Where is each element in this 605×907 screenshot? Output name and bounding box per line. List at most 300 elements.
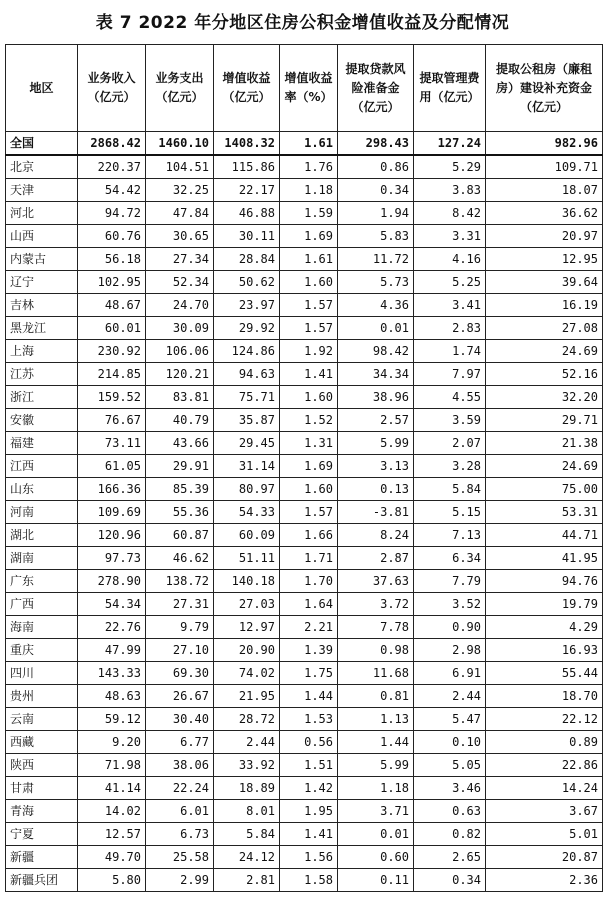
value-cell: 41.14 [78,777,146,800]
total-cell: 1.61 [280,132,338,156]
table-title: 表 7 2022 年分地区住房公积金增值收益及分配情况 [95,13,510,33]
value-cell: 5.29 [414,155,486,179]
value-cell: 1.52 [280,409,338,432]
value-cell: 1.31 [280,432,338,455]
value-cell: 2.87 [338,547,414,570]
value-cell: 8.01 [214,800,280,823]
value-cell: 124.86 [214,340,280,363]
value-cell: 1.58 [280,869,338,892]
value-cell: 6.01 [146,800,214,823]
value-cell: 1.64 [280,593,338,616]
col-header-region: 地区 [6,45,78,132]
region-cell: 新疆兵团 [6,869,78,892]
value-cell: 47.99 [78,639,146,662]
value-cell: 1.41 [280,363,338,386]
value-cell: 11.72 [338,248,414,271]
table-row [6,869,603,892]
value-cell: 7.13 [414,524,486,547]
table-row [6,248,603,271]
region-cell: 贵州 [6,685,78,708]
value-cell: 46.62 [146,547,214,570]
value-cell: 120.21 [146,363,214,386]
value-cell: 24.70 [146,294,214,317]
value-cell: 5.47 [414,708,486,731]
value-cell: 1.69 [280,225,338,248]
table-row [6,225,603,248]
value-cell: 109.69 [78,501,146,524]
value-cell: 102.95 [78,271,146,294]
value-cell: 5.84 [414,478,486,501]
value-cell: 0.90 [414,616,486,639]
table-row [6,340,603,363]
value-cell: 6.34 [414,547,486,570]
col-header-expense: 业务支出（亿元） [146,45,214,132]
value-cell: 47.84 [146,202,214,225]
value-cell: 94.76 [486,570,603,593]
region-cell: 安徽 [6,409,78,432]
col-header-mgmt-fee: 提取管理费用（亿元） [414,45,486,132]
value-cell: 40.79 [146,409,214,432]
value-cell: 38.06 [146,754,214,777]
value-cell: 2.44 [414,685,486,708]
value-cell: 1.92 [280,340,338,363]
value-cell: 53.31 [486,501,603,524]
region-cell: 青海 [6,800,78,823]
value-cell: 54.33 [214,501,280,524]
value-cell: 59.12 [78,708,146,731]
value-cell: 3.28 [414,455,486,478]
value-cell: 75.71 [214,386,280,409]
value-cell: 16.19 [486,294,603,317]
value-cell: 3.83 [414,179,486,202]
region-cell: 天津 [6,179,78,202]
region-cell: 广西 [6,593,78,616]
table-row [6,754,603,777]
value-cell: 74.02 [214,662,280,685]
value-cell: 3.72 [338,593,414,616]
value-cell: 22.12 [486,708,603,731]
value-cell: 159.52 [78,386,146,409]
value-cell: 55.44 [486,662,603,685]
table-row [6,179,603,202]
table-row [6,823,603,846]
value-cell: 30.11 [214,225,280,248]
value-cell: 29.71 [486,409,603,432]
value-cell: 94.63 [214,363,280,386]
value-cell: 31.14 [214,455,280,478]
value-cell: 2.57 [338,409,414,432]
value-cell: 5.01 [486,823,603,846]
value-cell: 6.91 [414,662,486,685]
value-cell: 1.39 [280,639,338,662]
value-cell: 1.53 [280,708,338,731]
value-cell: 60.01 [78,317,146,340]
value-cell: 69.30 [146,662,214,685]
value-cell: 9.79 [146,616,214,639]
value-cell: 0.81 [338,685,414,708]
value-cell: 32.25 [146,179,214,202]
value-cell: 35.87 [214,409,280,432]
value-cell: 48.67 [78,294,146,317]
value-cell: 21.38 [486,432,603,455]
value-cell: 3.59 [414,409,486,432]
region-cell: 广东 [6,570,78,593]
region-cell: 西藏 [6,731,78,754]
value-cell: 8.24 [338,524,414,547]
value-cell: 21.95 [214,685,280,708]
region-cell: 海南 [6,616,78,639]
region-cell: 山西 [6,225,78,248]
table-row [6,501,603,524]
table-row [6,547,603,570]
region-cell: 新疆 [6,846,78,869]
value-cell: 5.05 [414,754,486,777]
value-cell: 5.80 [78,869,146,892]
value-cell: 106.06 [146,340,214,363]
value-cell: 2.81 [214,869,280,892]
table-row [6,593,603,616]
value-cell: 0.86 [338,155,414,179]
value-cell: 1.70 [280,570,338,593]
value-cell: 1.75 [280,662,338,685]
value-cell: 20.97 [486,225,603,248]
value-cell: 1.60 [280,386,338,409]
table-row [6,202,603,225]
value-cell: 5.73 [338,271,414,294]
total-cell: 298.43 [338,132,414,156]
value-cell: 27.03 [214,593,280,616]
value-cell: 0.82 [414,823,486,846]
value-cell: 0.11 [338,869,414,892]
value-cell: 7.78 [338,616,414,639]
value-cell: 32.20 [486,386,603,409]
value-cell: 1.18 [280,179,338,202]
table-row [6,432,603,455]
table-row [6,155,603,179]
value-cell: 12.95 [486,248,603,271]
value-cell: 1.41 [280,823,338,846]
region-cell: 重庆 [6,639,78,662]
value-cell: 2.44 [214,731,280,754]
value-cell: 12.57 [78,823,146,846]
region-cell: 福建 [6,432,78,455]
value-cell: 5.84 [214,823,280,846]
value-cell: 3.67 [486,800,603,823]
table-row [6,639,603,662]
value-cell: 143.33 [78,662,146,685]
value-cell: 4.16 [414,248,486,271]
value-cell: 3.46 [414,777,486,800]
value-cell: 16.93 [486,639,603,662]
region-cell: 湖北 [6,524,78,547]
value-cell: 33.92 [214,754,280,777]
value-cell: 27.10 [146,639,214,662]
value-cell: 0.60 [338,846,414,869]
col-header-revenue: 业务收入（亿元） [78,45,146,132]
value-cell: 5.15 [414,501,486,524]
value-cell: 24.69 [486,455,603,478]
region-cell: 北京 [6,155,78,179]
value-cell: 2.07 [414,432,486,455]
value-cell: 29.92 [214,317,280,340]
value-cell: 19.79 [486,593,603,616]
table-row [6,455,603,478]
value-cell: 166.36 [78,478,146,501]
value-cell: 278.90 [78,570,146,593]
value-cell: 1.57 [280,294,338,317]
region-cell: 甘肃 [6,777,78,800]
region-cell: 陕西 [6,754,78,777]
value-cell: 30.65 [146,225,214,248]
value-cell: 20.87 [486,846,603,869]
value-cell: 2.98 [414,639,486,662]
value-cell: 51.11 [214,547,280,570]
region-cell: 上海 [6,340,78,363]
value-cell: 43.66 [146,432,214,455]
value-cell: 12.97 [214,616,280,639]
value-cell: 24.12 [214,846,280,869]
value-cell: 220.37 [78,155,146,179]
value-cell: 0.34 [414,869,486,892]
value-cell: 22.86 [486,754,603,777]
value-cell: 2.21 [280,616,338,639]
value-cell: 80.97 [214,478,280,501]
value-cell: 22.24 [146,777,214,800]
value-cell: 27.34 [146,248,214,271]
value-cell: 7.79 [414,570,486,593]
value-cell: 94.72 [78,202,146,225]
table-row [6,386,603,409]
value-cell: 22.17 [214,179,280,202]
value-cell: 61.05 [78,455,146,478]
value-cell: 2.65 [414,846,486,869]
value-cell: 1.60 [280,271,338,294]
value-cell: 48.63 [78,685,146,708]
value-cell: 83.81 [146,386,214,409]
value-cell: 109.71 [486,155,603,179]
value-cell: 29.45 [214,432,280,455]
value-cell: 37.63 [338,570,414,593]
region-cell: 辽宁 [6,271,78,294]
value-cell: 3.41 [414,294,486,317]
value-cell: 20.90 [214,639,280,662]
value-cell: 1.57 [280,501,338,524]
value-cell: 60.09 [214,524,280,547]
table-row [6,777,603,800]
region-cell: 宁夏 [6,823,78,846]
value-cell: 6.77 [146,731,214,754]
value-cell: 28.72 [214,708,280,731]
value-cell: 73.11 [78,432,146,455]
value-cell: 1.42 [280,777,338,800]
value-cell: 97.73 [78,547,146,570]
value-cell: 0.89 [486,731,603,754]
value-cell: 29.91 [146,455,214,478]
table-row [6,685,603,708]
value-cell: 0.13 [338,478,414,501]
header-row [6,45,603,132]
value-cell: 76.67 [78,409,146,432]
region-cell: 湖南 [6,547,78,570]
value-cell: 1.76 [280,155,338,179]
value-cell: 5.25 [414,271,486,294]
table-row [6,846,603,869]
value-cell: 36.62 [486,202,603,225]
region-cell: 云南 [6,708,78,731]
table-row [6,662,603,685]
value-cell: 1.56 [280,846,338,869]
value-cell: 75.00 [486,478,603,501]
value-cell: 11.68 [338,662,414,685]
value-cell: 3.52 [414,593,486,616]
value-cell: 0.34 [338,179,414,202]
value-cell: 1.13 [338,708,414,731]
value-cell: 6.73 [146,823,214,846]
col-header-gain: 增值收益（亿元） [214,45,280,132]
value-cell: 1.74 [414,340,486,363]
value-cell: 41.95 [486,547,603,570]
value-cell: 2.83 [414,317,486,340]
value-cell: 230.92 [78,340,146,363]
table-row [6,731,603,754]
value-cell: 1.44 [338,731,414,754]
value-cell: 18.89 [214,777,280,800]
value-cell: 4.29 [486,616,603,639]
value-cell: 5.83 [338,225,414,248]
value-cell: 0.63 [414,800,486,823]
value-cell: 2.36 [486,869,603,892]
region-cell: 四川 [6,662,78,685]
value-cell: 98.42 [338,340,414,363]
value-cell: 60.76 [78,225,146,248]
value-cell: 0.01 [338,823,414,846]
value-cell: 0.56 [280,731,338,754]
value-cell: 1.60 [280,478,338,501]
value-cell: 4.55 [414,386,486,409]
table-row [6,409,603,432]
value-cell: 30.09 [146,317,214,340]
value-cell: 140.18 [214,570,280,593]
value-cell: 9.20 [78,731,146,754]
value-cell: 46.88 [214,202,280,225]
value-cell: 2.99 [146,869,214,892]
table-row [6,708,603,731]
value-cell: 1.44 [280,685,338,708]
value-cell: 52.16 [486,363,603,386]
table-row [6,524,603,547]
value-cell: 1.18 [338,777,414,800]
value-cell: 55.36 [146,501,214,524]
value-cell: 56.18 [78,248,146,271]
table-row [6,478,603,501]
value-cell: -3.81 [338,501,414,524]
table-row [6,363,603,386]
value-cell: 60.87 [146,524,214,547]
value-cell: 26.67 [146,685,214,708]
value-cell: 7.97 [414,363,486,386]
region-cell: 黑龙江 [6,317,78,340]
region-cell: 吉林 [6,294,78,317]
value-cell: 71.98 [78,754,146,777]
value-cell: 214.85 [78,363,146,386]
value-cell: 23.97 [214,294,280,317]
value-cell: 25.58 [146,846,214,869]
total-region: 全国 [6,132,78,156]
value-cell: 50.62 [214,271,280,294]
value-cell: 34.34 [338,363,414,386]
value-cell: 4.36 [338,294,414,317]
value-cell: 1.95 [280,800,338,823]
value-cell: 52.34 [146,271,214,294]
col-header-risk-reserve: 提取贷款风险准备金（亿元） [338,45,414,132]
value-cell: 85.39 [146,478,214,501]
value-cell: 104.51 [146,155,214,179]
total-cell: 1460.10 [146,132,214,156]
data-table [5,44,603,892]
value-cell: 3.71 [338,800,414,823]
value-cell: 0.98 [338,639,414,662]
value-cell: 14.24 [486,777,603,800]
col-header-housing-fund: 提取公租房（廉租房）建设补充资金（亿元） [486,45,603,132]
table-row [6,271,603,294]
value-cell: 27.08 [486,317,603,340]
col-header-gain-rate: 增值收益率（%） [280,45,338,132]
value-cell: 1.61 [280,248,338,271]
table-row [6,294,603,317]
value-cell: 8.42 [414,202,486,225]
region-cell: 浙江 [6,386,78,409]
value-cell: 1.57 [280,317,338,340]
value-cell: 39.64 [486,271,603,294]
value-cell: 138.72 [146,570,214,593]
value-cell: 1.66 [280,524,338,547]
value-cell: 14.02 [78,800,146,823]
value-cell: 24.69 [486,340,603,363]
table-row [6,800,603,823]
value-cell: 22.76 [78,616,146,639]
table-row [6,616,603,639]
total-cell: 127.24 [414,132,486,156]
region-cell: 江西 [6,455,78,478]
value-cell: 30.40 [146,708,214,731]
value-cell: 1.69 [280,455,338,478]
value-cell: 54.34 [78,593,146,616]
value-cell: 115.86 [214,155,280,179]
value-cell: 3.31 [414,225,486,248]
value-cell: 18.70 [486,685,603,708]
total-row [6,132,603,156]
value-cell: 28.84 [214,248,280,271]
value-cell: 49.70 [78,846,146,869]
table-row [6,317,603,340]
region-cell: 山东 [6,478,78,501]
value-cell: 27.31 [146,593,214,616]
total-cell: 982.96 [486,132,603,156]
value-cell: 3.13 [338,455,414,478]
value-cell: 120.96 [78,524,146,547]
region-cell: 江苏 [6,363,78,386]
total-cell: 1408.32 [214,132,280,156]
value-cell: 1.71 [280,547,338,570]
value-cell: 18.07 [486,179,603,202]
value-cell: 44.71 [486,524,603,547]
table-row [6,570,603,593]
total-cell: 2868.42 [78,132,146,156]
region-cell: 河北 [6,202,78,225]
region-cell: 河南 [6,501,78,524]
value-cell: 1.59 [280,202,338,225]
value-cell: 38.96 [338,386,414,409]
